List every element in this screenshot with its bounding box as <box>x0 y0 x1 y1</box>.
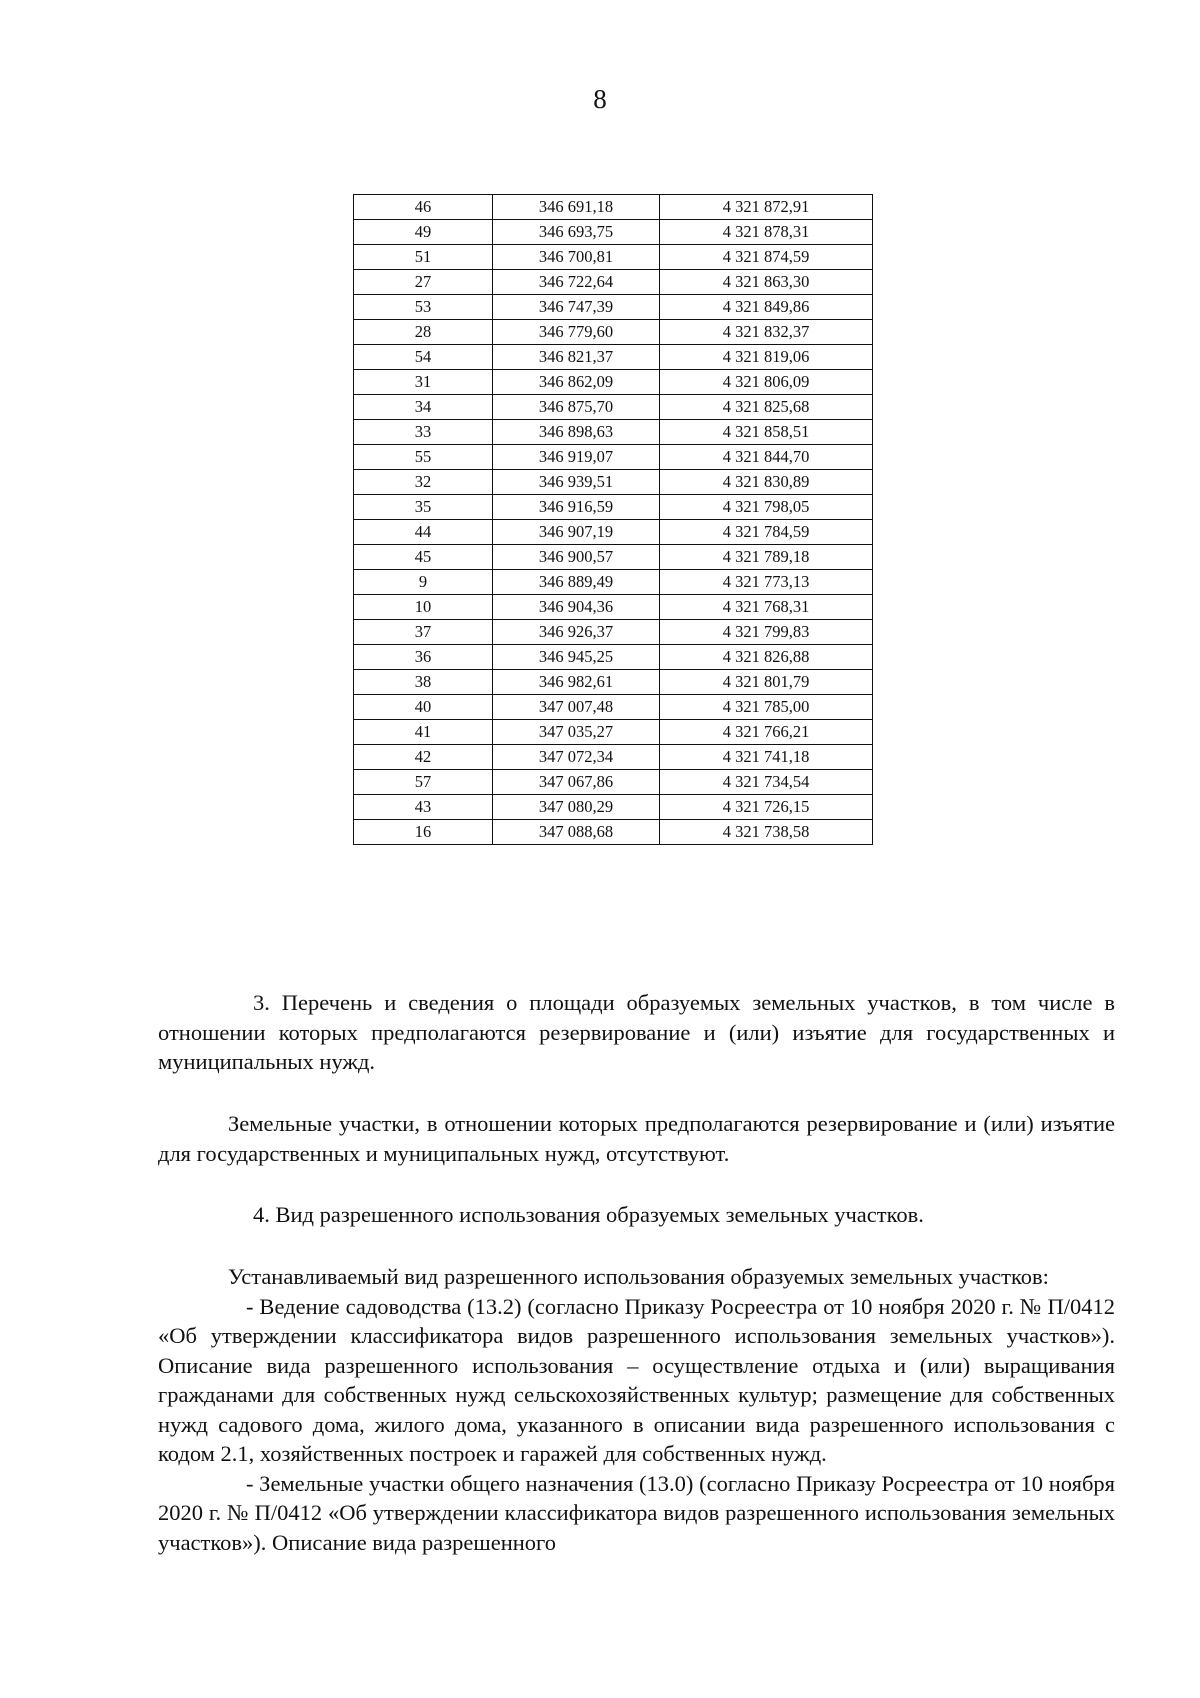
table-row <box>354 570 873 595</box>
point-number-cell: 57 <box>354 770 493 795</box>
x-coordinate-cell: 347 007,48 <box>493 695 660 720</box>
point-number-cell: 36 <box>354 645 493 670</box>
x-coordinate-cell: 347 088,68 <box>493 820 660 845</box>
table-row <box>354 720 873 745</box>
table-row <box>354 295 873 320</box>
y-coordinate-cell: 4 321 806,09 <box>660 370 873 395</box>
y-coordinate-cell: 4 321 863,30 <box>660 270 873 295</box>
point-number-cell: 35 <box>354 495 493 520</box>
y-coordinate-cell: 4 321 858,51 <box>660 420 873 445</box>
y-coordinate-cell: 4 321 768,31 <box>660 595 873 620</box>
y-coordinate-cell: 4 321 825,68 <box>660 395 873 420</box>
table-row <box>354 545 873 570</box>
y-coordinate-cell: 4 321 789,18 <box>660 545 873 570</box>
y-coordinate-cell: 4 321 734,54 <box>660 770 873 795</box>
permitted-use-intro: Устанавливаемый вид разрешенного использования образуемых земельных участков: <box>228 1264 1049 1289</box>
x-coordinate-cell: 346 722,64 <box>493 270 660 295</box>
point-number-cell: 44 <box>354 520 493 545</box>
point-number-cell: 49 <box>354 220 493 245</box>
table-row <box>354 420 873 445</box>
x-coordinate-cell: 347 080,29 <box>493 795 660 820</box>
section-3-heading: 3. Перечень и сведения о площади образуемых земельных участков, в том числе в отношении которых предполагаются резервирование и (или) изъятие для государственных и муниципальных нужд. <box>158 990 1115 1074</box>
x-coordinate-cell: 346 919,07 <box>493 445 660 470</box>
y-coordinate-cell: 4 321 849,86 <box>660 295 873 320</box>
table-row <box>354 445 873 470</box>
section-3-body <box>158 1109 1115 1168</box>
table-row <box>354 670 873 695</box>
y-coordinate-cell: 4 321 878,31 <box>660 220 873 245</box>
x-coordinate-cell: 346 907,19 <box>493 520 660 545</box>
point-number-cell: 45 <box>354 545 493 570</box>
y-coordinate-cell: 4 321 801,79 <box>660 670 873 695</box>
section-4-heading: 4. Вид разрешенного использования образуемых земельных участков. <box>253 1202 924 1227</box>
point-number-cell: 32 <box>354 470 493 495</box>
x-coordinate-cell: 346 821,37 <box>493 345 660 370</box>
x-coordinate-cell: 346 939,51 <box>493 470 660 495</box>
table-row <box>354 795 873 820</box>
table-row <box>354 470 873 495</box>
point-number-cell: 43 <box>354 795 493 820</box>
permitted-use-item-gardening: - Ведение садоводства (13.2) (согласно Приказу Росреестра от 10 ноября 2020 г. № П/0412 «Об утверждении классификатора видов разрешенного использования земельных участков»). Описание вида разрешенного использования – осуществление отдыха и (или) выращивания гражданами для собственных нужд сельскохозяйственных культур; размещение для собственных нужд садового дома, жилого дома, указанного в описании вида разрешенного использования с кодом 2.1, хозяйственных построек и гаражей для собственных нужд. <box>158 1293 1115 1466</box>
point-number-cell: 38 <box>354 670 493 695</box>
y-coordinate-cell: 4 321 784,59 <box>660 520 873 545</box>
y-coordinate-cell: 4 321 874,59 <box>660 245 873 270</box>
x-coordinate-cell: 346 691,18 <box>493 195 660 220</box>
x-coordinate-cell: 346 982,61 <box>493 670 660 695</box>
point-number-cell: 55 <box>354 445 493 470</box>
y-coordinate-cell: 4 321 830,89 <box>660 470 873 495</box>
coordinates-table-body <box>354 195 873 845</box>
table-row <box>354 770 873 795</box>
x-coordinate-cell: 346 926,37 <box>493 620 660 645</box>
x-coordinate-cell: 346 700,81 <box>493 245 660 270</box>
y-coordinate-cell: 4 321 798,05 <box>660 495 873 520</box>
table-row <box>354 370 873 395</box>
x-coordinate-cell: 346 747,39 <box>493 295 660 320</box>
x-coordinate-cell: 347 067,86 <box>493 770 660 795</box>
table-row <box>354 595 873 620</box>
x-coordinate-cell: 346 900,57 <box>493 545 660 570</box>
x-coordinate-cell: 346 693,75 <box>493 220 660 245</box>
y-coordinate-cell: 4 321 844,70 <box>660 445 873 470</box>
point-number-cell: 54 <box>354 345 493 370</box>
y-coordinate-cell: 4 321 741,18 <box>660 745 873 770</box>
table-row <box>354 520 873 545</box>
x-coordinate-cell: 347 072,34 <box>493 745 660 770</box>
point-number-cell: 10 <box>354 595 493 620</box>
y-coordinate-cell: 4 321 773,13 <box>660 570 873 595</box>
table-row <box>354 645 873 670</box>
y-coordinate-cell: 4 321 799,83 <box>660 620 873 645</box>
y-coordinate-cell: 4 321 726,15 <box>660 795 873 820</box>
point-number-cell: 42 <box>354 745 493 770</box>
x-coordinate-cell: 346 904,36 <box>493 595 660 620</box>
point-number-cell: 9 <box>354 570 493 595</box>
point-number-cell: 27 <box>354 270 493 295</box>
point-number-cell: 33 <box>354 420 493 445</box>
x-coordinate-cell: 346 889,49 <box>493 570 660 595</box>
x-coordinate-cell: 346 945,25 <box>493 645 660 670</box>
permitted-use-block <box>158 1262 1115 1557</box>
table-row <box>354 745 873 770</box>
table-row <box>354 395 873 420</box>
section-3-body-text: Земельные участки, в отношении которых предполагаются резервирование и (или) изъятие для государственных и муниципальных нужд, отсутствуют. <box>158 1111 1115 1166</box>
section-3 <box>158 988 1115 1077</box>
table-row <box>354 620 873 645</box>
x-coordinate-cell: 346 916,59 <box>493 495 660 520</box>
section-4 <box>158 1200 1115 1230</box>
table-row <box>354 345 873 370</box>
x-coordinate-cell: 346 779,60 <box>493 320 660 345</box>
point-number-cell: 37 <box>354 620 493 645</box>
y-coordinate-cell: 4 321 785,00 <box>660 695 873 720</box>
table-row <box>354 195 873 220</box>
table-row <box>354 695 873 720</box>
table-row <box>354 220 873 245</box>
point-number-cell: 28 <box>354 320 493 345</box>
table-row <box>354 495 873 520</box>
table-row <box>354 245 873 270</box>
y-coordinate-cell: 4 321 832,37 <box>660 320 873 345</box>
point-number-cell: 51 <box>354 245 493 270</box>
x-coordinate-cell: 346 898,63 <box>493 420 660 445</box>
point-number-cell: 53 <box>354 295 493 320</box>
y-coordinate-cell: 4 321 766,21 <box>660 720 873 745</box>
table-row <box>354 320 873 345</box>
page-number: 8 <box>593 84 607 114</box>
point-number-cell: 46 <box>354 195 493 220</box>
point-number-cell: 31 <box>354 370 493 395</box>
y-coordinate-cell: 4 321 738,58 <box>660 820 873 845</box>
x-coordinate-cell: 346 875,70 <box>493 395 660 420</box>
point-number-cell: 16 <box>354 820 493 845</box>
coordinates-table <box>353 194 873 845</box>
permitted-use-item-common-land: - Земельные участки общего назначения (13.0) (согласно Приказу Росреестра от 10 ноября 2020 г. № П/0412 «Об утверждении классификатора видов разрешенного использования земельных участков»). Описание вида разрешенного <box>158 1470 1115 1555</box>
x-coordinate-cell: 347 035,27 <box>493 720 660 745</box>
point-number-cell: 34 <box>354 395 493 420</box>
y-coordinate-cell: 4 321 826,88 <box>660 645 873 670</box>
table-row <box>354 270 873 295</box>
y-coordinate-cell: 4 321 819,06 <box>660 345 873 370</box>
y-coordinate-cell: 4 321 872,91 <box>660 195 873 220</box>
x-coordinate-cell: 346 862,09 <box>493 370 660 395</box>
table-row <box>354 820 873 845</box>
point-number-cell: 41 <box>354 720 493 745</box>
point-number-cell: 40 <box>354 695 493 720</box>
